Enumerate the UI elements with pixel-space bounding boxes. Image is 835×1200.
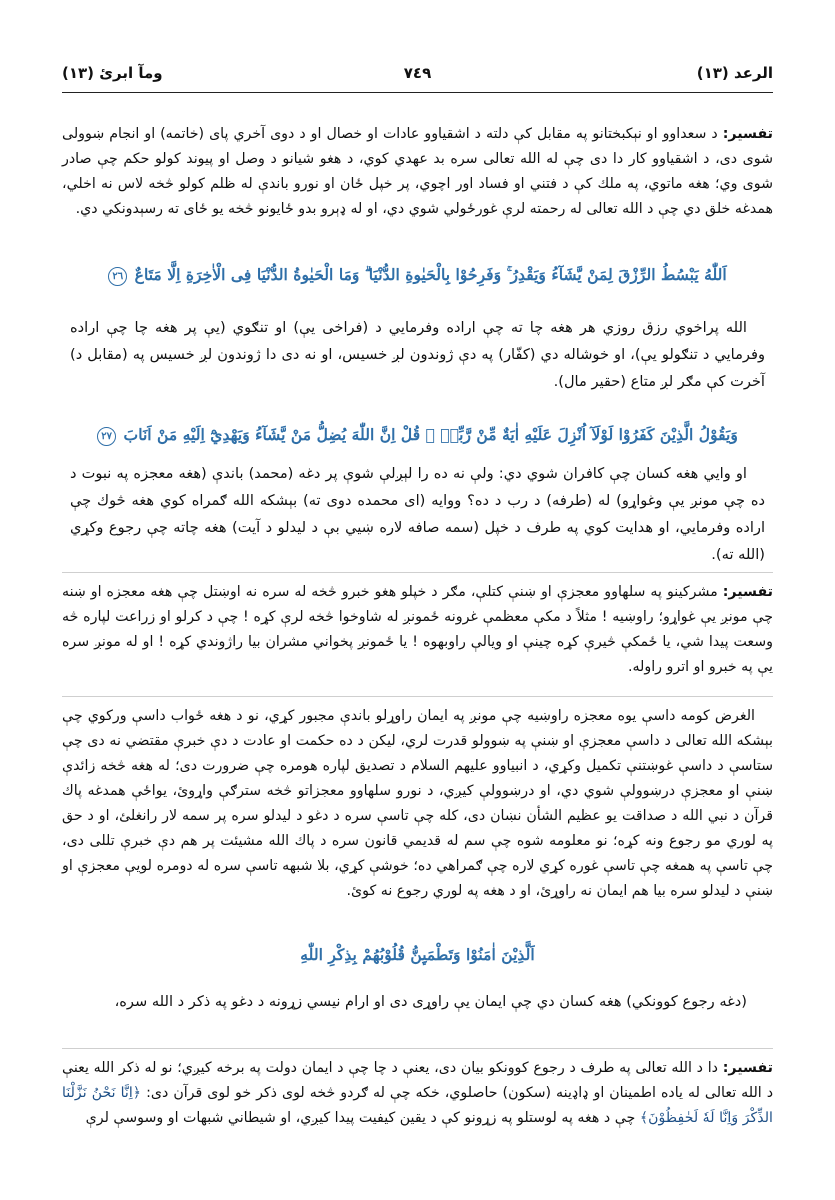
translation-1 [70,314,765,395]
tafsir-text: مشرکینو په سلهاوو معجزې او ښنې کتلې، مګر د خپلو هغو خبرو څخه له سره نه اوښتل چې هغه معجزه او ښنه چې مونږ یې غواړو؛ راوښیه ! مثلاً د مکې معظمې غرونه ځمونږ له شاوخوا څخه لرې کړه ! چې د کرلو او زراعت لپاره څه وسعت پیدا شي، یا ځمکې څیرې کړه چینې او ویالې راوبهوه ! یا ځمونږ پخواني مشران بیا راژوندي کړه ! او له مونږ سره یې په خبرو او اترو راوله. [62,584,773,675]
tafsir-paragraph-2 [62,580,773,680]
page-header [62,60,773,86]
ayah-number: ٢٧ [97,427,116,446]
tafsir-paragraph-3 [62,704,773,904]
tafsir-paragraph-4 [62,1056,773,1131]
translation-text: (دغه رجوع کوونکي) هغه کسان دي چې ایمان یې راوړی دی او ارام نیسي زړونه د دغو په ذکر د الله سره، [114,993,747,1010]
tafsir-text: دا د الله تعالی په طرف د رجوع کوونکو بیان دی، یعنې د چا چې د ایمان دولت په برخه کیږي؛ نو له ذکر الله یعنې د الله تعالی له یاده اطمینان او ډاډینه (سکون) حاصلوي، خکه چې له ګردو څخه لوی ذکر خو لوی قرآن دی: [62,1060,774,1101]
section-divider [62,1048,773,1049]
ayah-text: اَللّٰهُ يَبْسُطُ الرِّزْقَ لِمَنْ يَّشَآءُ وَيَقْدِرُ ۚ وَفَرِحُوْا بِالْحَيٰوةِ الدُّنْيَا ۗ وَمَا الْحَيٰوةُ الدُّنْيَا فِى الْاٰخِرَةِ اِلَّا مَتَاعٌ [134,265,727,284]
tafsir-label: تفسیر: [722,584,773,600]
ayah-text: وَيَقُوْلُ الَّذِيْنَ كَفَرُوْا لَوْلَآ اُنْزِلَ عَلَيْهِ اٰيَةٌ مِّنْ رَّبِّهٖ ۗ قُلْ اِنَّ اللّٰهَ يُضِلُّ مَنْ يَّشَآءُ وَيَهْدِيْٓ اِلَيْهِ مَنْ اَنَابَ [123,425,738,444]
tafsir-label: تفسیر: [722,126,773,142]
juz-title: ومآ ابرئ (١٣) [62,64,163,82]
translation-text: او وایي هغه کسان چې کافران شوي دي: ولې نه ده را لېږلې شوې پر دغه (محمد) باندې (هغه معجزه په نبوت د ده چې مونږ یې وغواړو) له (طرفه) د رب د ده؟ ووایه (ای محمده دوی ته) بېشکه الله ګمراه کوي هغه څوك چې اراده وفرمایي، او هدایت کوي په طرف د خپل (سمه صافه لاره ښیي بې د لیدلو د آیت) هغه چاته چې رجوع وکړي (الله ته). [70,465,765,563]
surah-title: الرعد (١٣) [696,64,773,82]
tafsir-text: د سعداوو او نېکبختانو په مقابل کې دلته د اشقیاوو عادات او خصال او د دوی آخري پای (خاتمه) او انجام ښوولی شوی دی، د اشقیاوو کار دا دی چې له الله تعالی سره بد عهدي کوي، د هغو شیانو د وصل او پیوند کولو حکم چې صادر شوی وي؛ هغه ماتوي، په ملك کې د فتني او فساد اور اچوي، پر خپل ځان او نورو باندې له ظلم کولو څخه لاس نه اخلي، همدغه خلق دي چې د الله تعالی له رحمته لرې غورځولي شوي دي، او له ډېرو بدو ځایونو څخه یو ځای ته رسېدونکي دي. [62,126,773,217]
ayah-verse-2 [62,422,773,448]
section-divider [62,696,773,697]
page-number: ٧٤٩ [403,64,432,82]
tafsir-text: الغرض کومه داسې یوه معجزه راوښیه چې مونږ په ایمان راوړلو باندې مجبور کړي، نو د هغه ځواب داسې ورکوي چې بېشکه الله تعالی د داسې معجزې او ښنې په ښوولو قدرت لري، لیکن د ده حکمت او عادت د دې خبرې مقتضي نه دی چې ستاسې د داسې غوښتنې تکمیل وکړي، د انبیاوو علیهم السلام د تصدیق لپاره هومره چې ضرورت دی؛ له هغه څخه زائدې ښنې او معجزې درښوولې شوي دي، او درښوولې کیږي، د نورو سلهاوو معجزاتو څخه سترګې واړوئ، یواځې همدغه پاك قرآن د نبي الله د صداقت یو عظیم الشأن نښان دی، کله چې تاسې سره د دغو د لیدلو سره پر سمه لار رانغلئ، او د حق په لوري مو رجوع ونه کړه؛ نو معلومه شوه چې سم له قدیمي قانون سره د پاك الله مشیئت پر هم دې خبرې تللی دی، چې تاسې په همغه چې تاسې غوره کړي لاره چې ګمراهي ده؛ خوشې کړي، بلا شبهه تاسې سره له دومره لویې معجزې او ښنې د لیدلو سره بیا هم ایمان نه راوړئ، او د هغه په لوري رجوع نه کوئ. [62,708,773,899]
translation-2 [70,460,765,568]
translation-3 [70,988,765,1015]
tafsir-text-continued: چې د هغه په لوستلو په زړونو کې د یقین کیفیت پیدا کیږي، او شیطاني شبهات او وسوسې لرې [85,1110,636,1126]
ayah-verse-3 [62,942,773,968]
ayah-text: اَلَّذِيْنَ اٰمَنُوْا وَتَطْمَىِٕنُّ قُلُوْبُهُمْ بِذِكْرِ اللّٰهِ [300,945,535,964]
ayah-number: ٢٦ [108,267,127,286]
ayah-verse-1 [62,262,773,288]
tafsir-paragraph-1 [62,122,773,222]
header-rule [62,92,773,93]
tafsir-label: تفسیر: [722,1060,773,1076]
translation-text: الله پراخوي رزق روزي هر هغه چا ته چې اراده وفرمایي د (فراخی یې) او تنګوي (یې پر هغه چا چې اراده وفرمایي د تنګولو یې)، او خوشاله دي (کفّار) په دې ژوندون لږ خسیس، او نه دی دا ژوندون لږ خسیس په (مقابل د) آخرت کې مګر لږ متاع (حقیر مال). [70,319,765,390]
section-divider [62,572,773,573]
inline-quran-verse: ﴿اِنَّا نَحْنُ نَزَّلْنَا الذِّكْرَ وَاِنَّا لَهٗ لَحٰفِظُوْنَ﴾ [62,1085,773,1126]
